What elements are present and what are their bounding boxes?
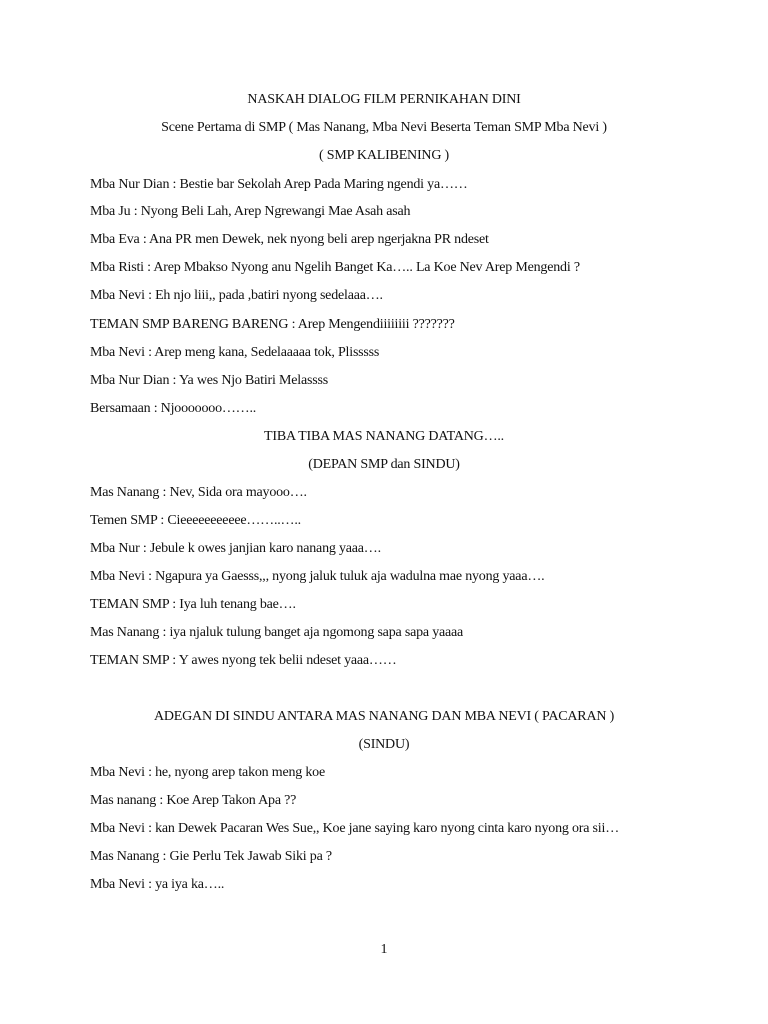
dialog-line: Mba Nevi : Eh njo liii,, pada ,batiri nyong sedelaaa…. <box>90 288 383 303</box>
dialog-line: TEMAN SMP BARENG BARENG : Arep Mengendiiiiiiii ??????? <box>90 317 455 332</box>
event-heading: TIBA TIBA MAS NANANG DATANG….. <box>264 429 504 444</box>
dialog-line: Mba Nevi : he, nyong arep takon meng koe <box>90 765 325 780</box>
page-number: 1 <box>380 942 388 957</box>
dialog-line: Mba Risti : Arep Mbakso Nyong anu Ngelih Banget Ka….. La Koe Nev Arep Mengendi ? <box>90 260 580 275</box>
event-location: (DEPAN SMP dan SINDU) <box>308 457 460 472</box>
dialog-line: Bersamaan : Njooooooo…….. <box>90 401 257 416</box>
document-title: NASKAH DIALOG FILM PERNIKAHAN DINI <box>247 92 521 107</box>
dialog-line: Temen SMP : Cieeeeeeeeeee……..….. <box>90 513 301 528</box>
scene2-location: (SINDU) <box>358 737 410 752</box>
dialog-line: Mba Nevi : Ngapura ya Gaesss,,, nyong jaluk tuluk aja wadulna mae nyong yaaa…. <box>90 569 545 584</box>
scene1-heading: Scene Pertama di SMP ( Mas Nanang, Mba Nevi Beserta Teman SMP Mba Nevi ) <box>161 120 607 135</box>
dialog-line: Mba Nevi : Arep meng kana, Sedelaaaaa tok, Plisssss <box>90 345 380 360</box>
dialog-line: Mas nanang : Koe Arep Takon Apa ?? <box>90 793 297 808</box>
dialog-line: TEMAN SMP : Y awes nyong tek belii ndeset yaaa…… <box>90 653 397 668</box>
dialog-line: Mas Nanang : Nev, Sida ora mayooo…. <box>90 485 307 500</box>
dialog-line: Mba Nur : Jebule k owes janjian karo nanang yaaa…. <box>90 541 381 556</box>
dialog-line: Mba Nur Dian : Ya wes Njo Batiri Melassss <box>90 373 328 388</box>
scene1-location: ( SMP KALIBENING ) <box>318 148 450 163</box>
dialog-line: TEMAN SMP : Iya luh tenang bae…. <box>90 597 296 612</box>
dialog-line: Mas Nanang : iya njaluk tulung banget aja ngomong sapa sapa yaaaa <box>90 625 464 640</box>
dialog-line: Mba Eva : Ana PR men Dewek, nek nyong beli arep ngerjakna PR ndeset <box>90 232 489 247</box>
dialog-line: Mba Nur Dian : Bestie bar Sekolah Arep Pada Maring ngendi ya…… <box>90 177 468 192</box>
dialog-line: Mba Nevi : kan Dewek Pacaran Wes Sue,, Koe jane saying karo nyong cinta karo nyong ora sii… <box>90 821 619 836</box>
dialog-line: Mba Nevi : ya iya ka….. <box>90 877 225 892</box>
scene2-heading: ADEGAN DI SINDU ANTARA MAS NANANG DAN MBA NEVI ( PACARAN ) <box>153 709 615 724</box>
dialog-line: Mba Ju : Nyong Beli Lah, Arep Ngrewangi Mae Asah asah <box>90 204 411 219</box>
dialog-line: Mas Nanang : Gie Perlu Tek Jawab Siki pa ? <box>90 849 332 864</box>
